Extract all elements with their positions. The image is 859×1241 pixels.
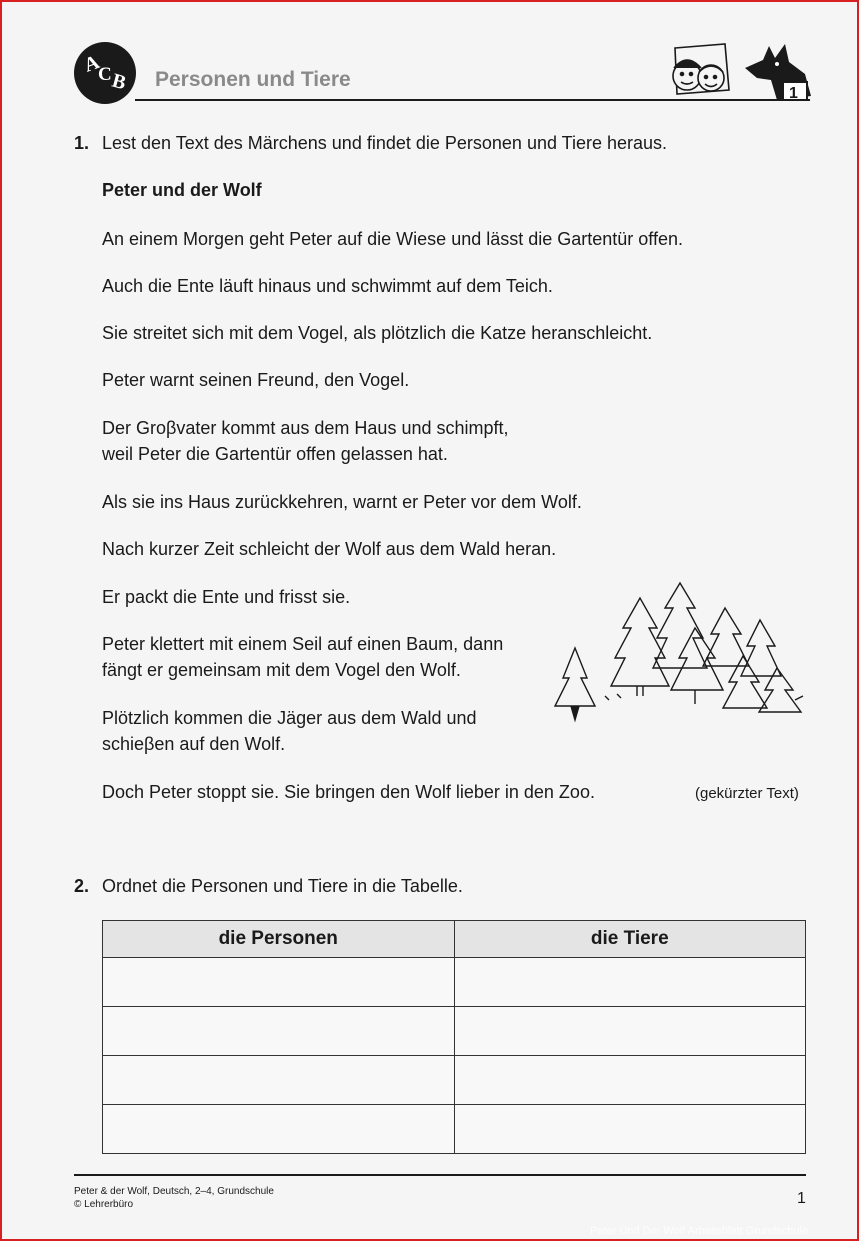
column-header-persons: die Personen — [103, 921, 455, 958]
tree-icon — [741, 620, 781, 676]
story-paragraph: An einem Morgen geht Peter auf die Wiese und lässt die Gartentür offen. — [102, 229, 684, 249]
forest-trees-icon — [545, 578, 810, 728]
abc-logo-icon — [74, 42, 136, 104]
table-row — [103, 1056, 806, 1105]
task-2-number: 2. — [74, 876, 90, 896]
table-header-row — [103, 921, 806, 958]
story-paragraph: Plötzlich kommen die Jäger aus dem Wald und schieβen auf den Wolf. — [102, 708, 477, 754]
table-row — [103, 958, 806, 1007]
table-cell[interactable] — [454, 958, 806, 1007]
table-row — [103, 1007, 806, 1056]
tree-icon — [723, 656, 767, 708]
story-paragraph: Sie streitet sich mit dem Vogel, als plötzlich die Katze heranschleicht. — [102, 323, 653, 343]
logo-letter-b: B — [109, 69, 129, 95]
page-title: Personen und Tiere — [155, 68, 351, 91]
tree-icon — [555, 648, 595, 720]
table-cell[interactable] — [103, 1056, 455, 1105]
table-cell[interactable] — [103, 958, 455, 1007]
logo-letter-a: A — [81, 51, 103, 77]
children-faces-icon — [673, 44, 729, 94]
sorting-table — [102, 920, 806, 1154]
watermark: Peter Und Der Wolf Arbeitsblatt Grundschule — [590, 1225, 809, 1237]
footer-divider — [74, 1174, 806, 1176]
table-cell[interactable] — [454, 1056, 806, 1105]
task-2-instruction: Ordnet die Personen und Tiere in die Tabelle. — [102, 876, 463, 896]
story-paragraph: Nach kurzer Zeit schleicht der Wolf aus dem Wald heran. — [102, 539, 557, 559]
table-row — [103, 1105, 806, 1154]
story-paragraph: Peter klettert mit einem Seil auf einen Baum, dann fängt er gemeinsam mit dem Vogel den Wolf. — [102, 634, 504, 680]
wolf-icon — [745, 44, 811, 102]
task-1-number: 1. — [74, 133, 90, 153]
header-illustration — [665, 38, 815, 104]
abridged-note: (gekürzter Text) — [695, 785, 799, 802]
story-paragraph: Der Groβvater kommt aus dem Haus und schimpft, weil Peter die Gartentür offen gelassen hat. — [102, 418, 509, 464]
story-paragraph: Doch Peter stoppt sie. Sie bringen den Wolf lieber in den Zoo. — [102, 782, 595, 802]
table-cell[interactable] — [103, 1105, 455, 1154]
story-paragraph: Er packt die Ente und frisst sie. — [102, 587, 351, 607]
story-paragraph: Peter warnt seinen Freund, den Vogel. — [102, 370, 410, 390]
footer-copyright: © Lehrerbüro — [74, 1199, 134, 1210]
task-1-instruction: Lest den Text des Märchens und findet die Personen und Tiere heraus. — [102, 133, 668, 153]
table-cell[interactable] — [454, 1105, 806, 1154]
logo-letter-c: C — [98, 64, 112, 85]
page-number: 1 — [797, 1190, 806, 1207]
story-paragraph: Als sie ins Haus zurückkehren, warnt er Peter vor dem Wolf. — [102, 492, 582, 512]
footer-info — [74, 1185, 274, 1211]
badge-number: 1 — [789, 85, 798, 102]
story-title: Peter und der Wolf — [102, 180, 262, 200]
table-cell[interactable] — [454, 1007, 806, 1056]
story-paragraph: Auch die Ente läuft hinaus und schwimmt auf dem Teich. — [102, 276, 553, 296]
table-cell[interactable] — [103, 1007, 455, 1056]
tree-icon — [611, 598, 669, 696]
column-header-animals: die Tiere — [454, 921, 806, 958]
footer-source: Peter & der Wolf, Deutsch, 2–4, Grundschule — [74, 1186, 274, 1197]
